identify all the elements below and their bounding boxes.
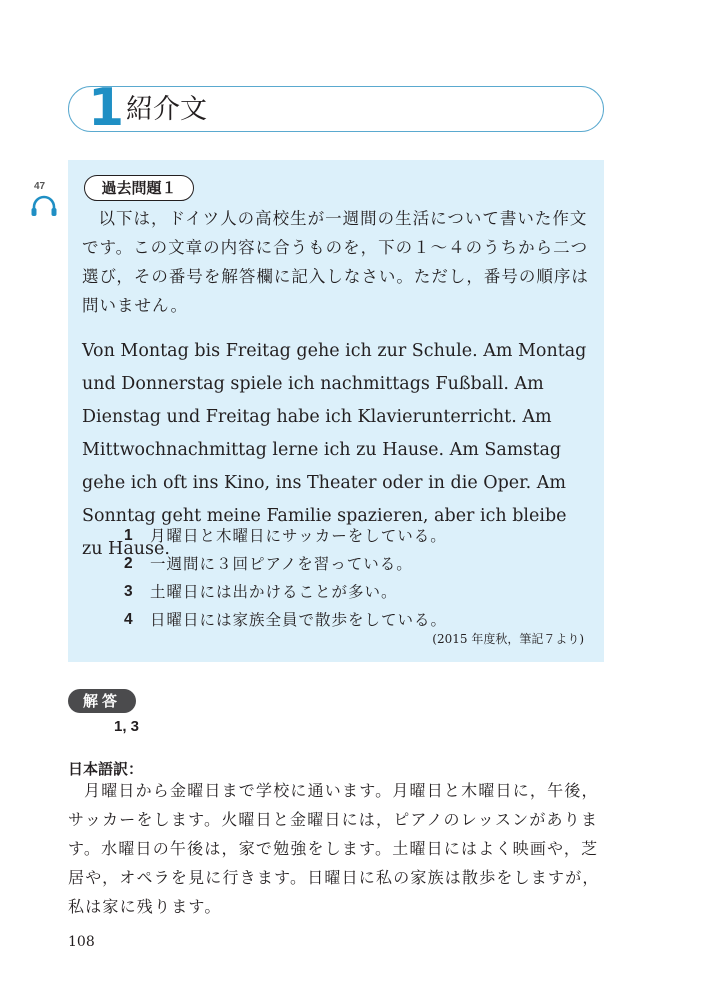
- option-item: [124, 606, 447, 634]
- translation-body: 月曜日から金曜日まで学校に通います。月曜日と木曜日に，午後，サッカーをします。火曜日と金曜日には，ピアノのレッスンがあります。水曜日の午後は，家で勉強をします。土曜日にはよく映画や，芝居や，オペラを見に行きます。日曜日に私の家族は散歩をしますが，私は家に残ります。: [68, 781, 600, 916]
- section-number: 1: [88, 78, 125, 138]
- option-number: 3: [124, 583, 134, 600]
- option-item: [124, 578, 447, 606]
- problem-instructions: 以下は，ドイツ人の高校生が一週間の生活について書いた作文です。この文章の内容に合うものを，下の１～４のうちから二つ選び，その番号を解答欄に記入しなさい。ただし，番号の順序は問いません。: [82, 209, 589, 315]
- answer-options: [124, 522, 447, 634]
- problem-source: (2015 年度秋，筆記７より): [432, 632, 584, 646]
- option-text: 土曜日には出かけることが多い。: [150, 583, 398, 601]
- option-item: [124, 550, 447, 578]
- option-text: 月曜日と木曜日にサッカーをしている。: [150, 527, 447, 545]
- answer-value: 1, 3: [114, 718, 140, 735]
- option-number: 2: [124, 555, 134, 572]
- section-title: 紹介文: [126, 94, 207, 125]
- answer-tag: 解答: [68, 689, 136, 713]
- option-number: 1: [124, 527, 134, 544]
- german-passage: Von Montag bis Freitag gehe ich zur Schule. Am Montag und Donnerstag spiele ich nachmittags Fußball. Am Dienstag und Freitag habe ich Klavierunterricht. Am Mittwochnachmittag lerne ich zu Hause. Am Samstag gehe ich oft ins Kino, ins Theater oder in die Oper. Am Sonntag geht meine Familie spazieren, aber ich bleibe zu Hause.: [82, 341, 587, 559]
- audio-track-number: 47: [34, 181, 46, 192]
- option-text: 日曜日には家族全員で散歩をしている。: [150, 611, 448, 629]
- option-item: [124, 522, 447, 550]
- problem-tag: 過去問題１: [84, 175, 194, 201]
- option-number: 4: [124, 611, 134, 628]
- translation-heading: 日本語訳：: [68, 760, 144, 778]
- page-number: 108: [68, 934, 95, 950]
- option-text: 一週間に３回ピアノを習っている。: [150, 555, 413, 573]
- headphone-icon[interactable]: [30, 194, 58, 218]
